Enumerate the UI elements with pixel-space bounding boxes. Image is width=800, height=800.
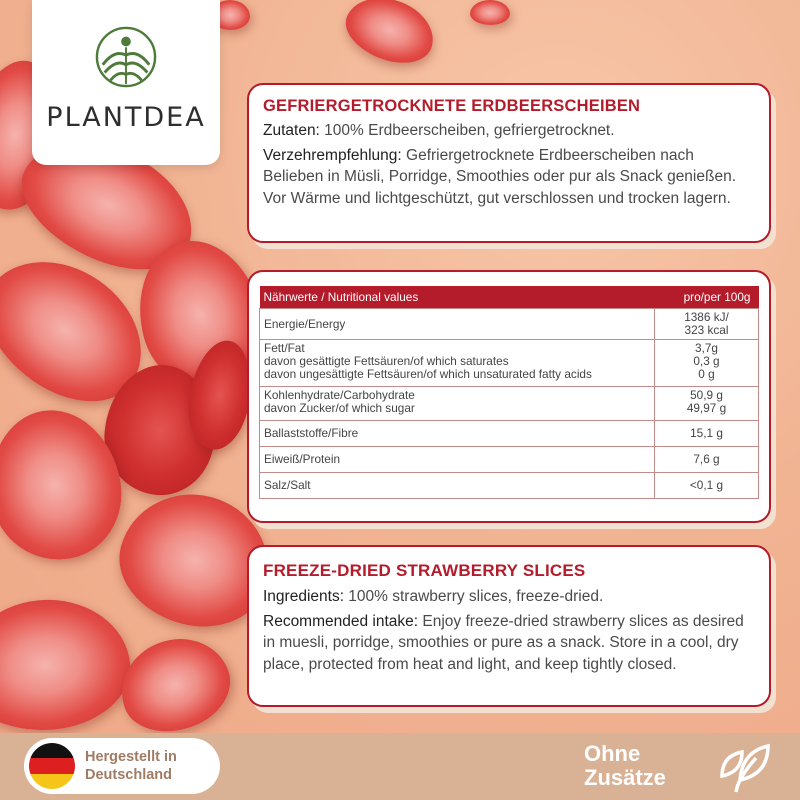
brand-name: PLANTDEA — [46, 102, 206, 133]
table-row: Energie/Energy 1386 kJ/ 323 kcal — [260, 309, 759, 340]
table-row: Ballaststoffe/Fibre 15,1 g — [260, 421, 759, 447]
english-ingredients: Ingredients: 100% strawberry slices, freeze-dried. — [263, 588, 604, 605]
nutrition-header-label: Nährwerte / Nutritional values — [260, 286, 655, 309]
made-in-germany-badge — [24, 738, 220, 794]
table-row: Fett/Fat davon gesättigte Fettsäuren/of which saturates davon ungesättigte Fettsäuren/of which unsaturated fatty acids 3,7g 0,3 g 0 g — [260, 340, 759, 387]
leaf-icon — [716, 742, 772, 794]
english-title: FREEZE-DRIED STRAWBERRY SLICES — [263, 561, 586, 580]
nutrition-header-value: pro/per 100g — [655, 286, 759, 309]
english-info-card — [247, 545, 771, 707]
german-ingredients: Zutaten: 100% Erdbeerscheiben, gefriergetrocknet. — [263, 122, 615, 139]
german-intake: Verzehrempfehlung: Gefriergetrocknete Erdbeerscheiben nach Belieben in Müsli, Porridge, Smoothies oder pur als Snack genießen. Vor Wärme und lichtgeschützt, gut verschlossen und trocken lagern. — [263, 146, 737, 207]
table-row: Kohlenhydrate/Carbohydrate davon Zucker/of which sugar 50,9 g 49,97 g — [260, 387, 759, 421]
table-row: Salz/Salt <0,1 g — [260, 473, 759, 499]
nutrition-header-row — [260, 286, 759, 309]
german-title: GEFRIERGETROCKNETE ERDBEERSCHEIBEN — [263, 97, 641, 115]
table-row: Eiweiß/Protein 7,6 g — [260, 447, 759, 473]
germany-flag-icon — [29, 743, 75, 789]
brand-logo-card — [32, 0, 220, 165]
no-additives-text: Ohne Zusätze — [584, 741, 666, 790]
plantdea-logo-icon — [95, 26, 157, 88]
made-in-text: Hergestellt in Deutschland — [85, 749, 177, 783]
nutrition-table — [259, 286, 759, 499]
nutrition-card — [247, 270, 771, 523]
english-intake: Recommended intake: Enjoy freeze-dried strawberry slices as desired in muesli, porridge, smoothies or pure as a snack. Store in a cool, dry place, protected from heat and light, and keep tightly closed. — [263, 612, 744, 673]
german-info-card — [247, 83, 771, 243]
